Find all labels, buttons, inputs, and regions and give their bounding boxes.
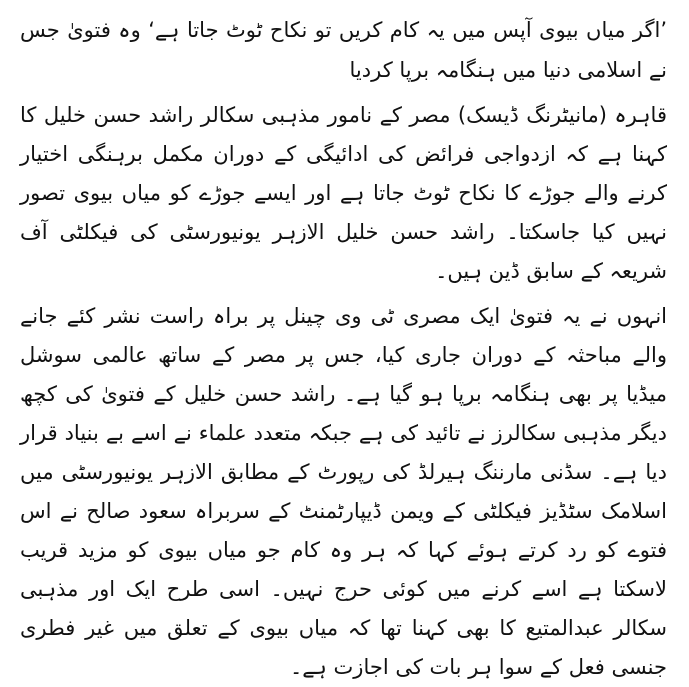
article-paragraph-intro: قاہرہ (مانیٹرنگ ڈیسک) مصر کے نامور مذہبی سکالر راشد حسن خلیل کا کہنا ہے کہ ازدواجی فرائض کی ادائیگی کے دوران مکمل برہنگی اختیار کرنے والے جوڑے کا نکاح ٹوٹ جاتا ہے اور ایسے جوڑے کو میاں بیوی تصور نہیں کیا جاسکتا۔ راشد حسن خلیل الازہر یونیورسٹی کی فیکلٹی آف شریعہ کے سابق ڈین ہیں۔ [20,103,667,283]
article-headline: ’اگر میاں بیوی آپس میں یہ کام کریں تو نکاح ٹوٹ جاتا ہے‘ وہ فتویٰ جس نے اسلامی دنیا میں ہنگامہ برپا کردیا [20,18,667,82]
article-paragraph-reactions: انہوں نے یہ فتویٰ ایک مصری ٹی وی چینل پر براہ راست نشر کئے جانے والے مباحثہ کے دوران جاری کیا، جس پر مصر کے ساتھ عالمی سوشل میڈیا پر بھی ہنگامہ برپا ہو گیا ہے۔ راشد حسن خلیل کے فتویٰ کی کچھ دیگر مذہبی سکالرز نے تائید کی ہے جبکہ متعدد علماء نے اسے بے بنیاد قرار دیا ہے۔ سڈنی مارننگ ہیرلڈ کی رپورٹ کے مطابق الازہر یونیورسٹی میں اسلامک سٹڈیز فیکلٹی کے ویمن ڈیپارٹمنٹ کے سربراہ سعود صالح نے اس فتوے کو رد کرتے ہوئے کہا کہ ہر وہ کام جو میاں بیوی کو مزید قریب لاسکتا ہے اسے کرنے میں کوئی حرج نہیں۔ اسی طرح ایک اور مذہبی سکالر عبدالمتیع کا بھی کہنا تھا کہ میاں بیوی کے تعلق میں غیر فطری جنسی فعل کے سوا ہر بات کی اجازت ہے۔ [20,304,667,679]
